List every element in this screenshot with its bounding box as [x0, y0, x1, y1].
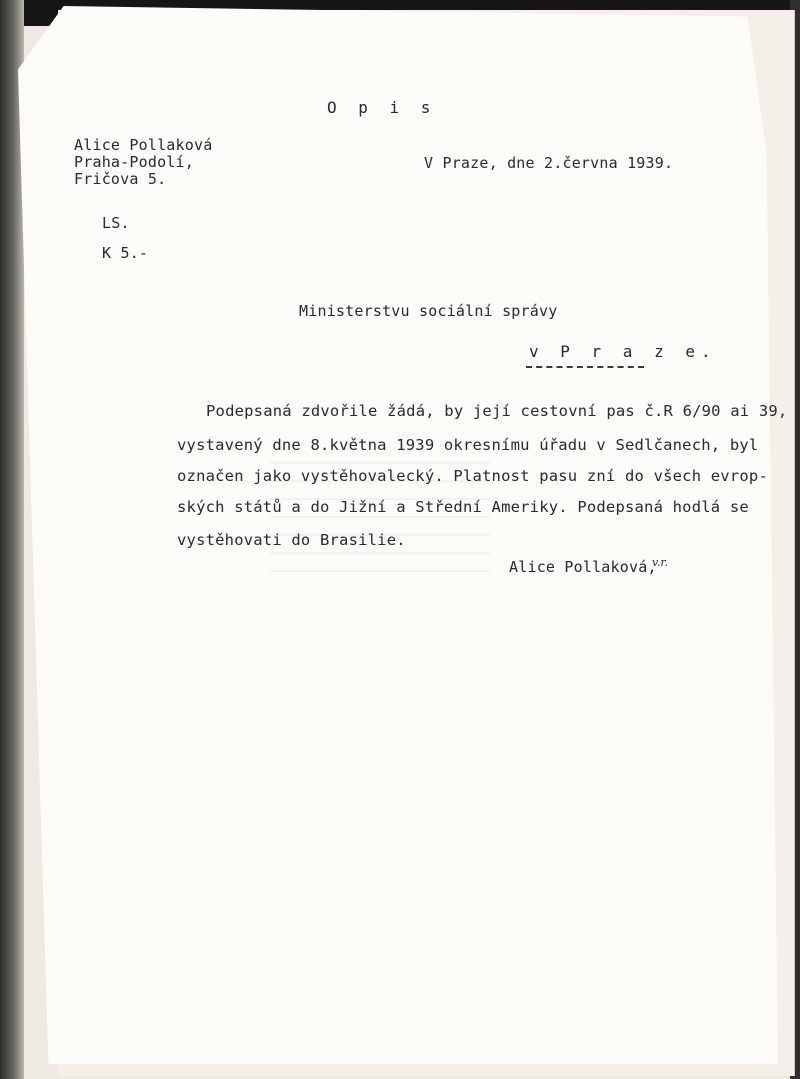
body-line-4: ských států a do Jižní a Střední Ameriky. Podepsaná hodlá se: [177, 498, 749, 516]
signature: Alice Pollaková,: [509, 558, 657, 576]
sender-name: Alice Pollaková: [74, 136, 213, 154]
signature-abbrev: v.r.: [652, 556, 668, 569]
sender-address-line1: Praha-Podolí,: [74, 153, 194, 171]
scan-left-edge: [0, 0, 24, 1079]
document-heading: O p i s: [327, 98, 437, 117]
body-line-1: Podepsaná zdvořile žádá, by její cestovní pas č.R 6/90 ai 39,: [206, 402, 788, 420]
recipient-line1: Ministerstvu sociální správy: [299, 302, 558, 320]
body-line-2: vystavený dne 8.května 1939 okresnímu úřadu v Sedlčanech, byl: [177, 436, 759, 454]
stamp-mark: LS.: [102, 214, 130, 232]
underline-dashes: [526, 366, 644, 368]
sender-address-line2: Fričova 5.: [74, 170, 167, 188]
body-line-5: vystěhovati do Brasilie.: [177, 531, 406, 549]
body-line-3: označen jako vystěhovalecký. Platnost pasu zní do všech evrop-: [177, 467, 768, 485]
place-date: V Praze, dne 2.června 1939.: [424, 154, 674, 172]
fee-amount: K 5.-: [102, 244, 149, 262]
recipient-line2: v P r a z e.: [529, 342, 717, 361]
